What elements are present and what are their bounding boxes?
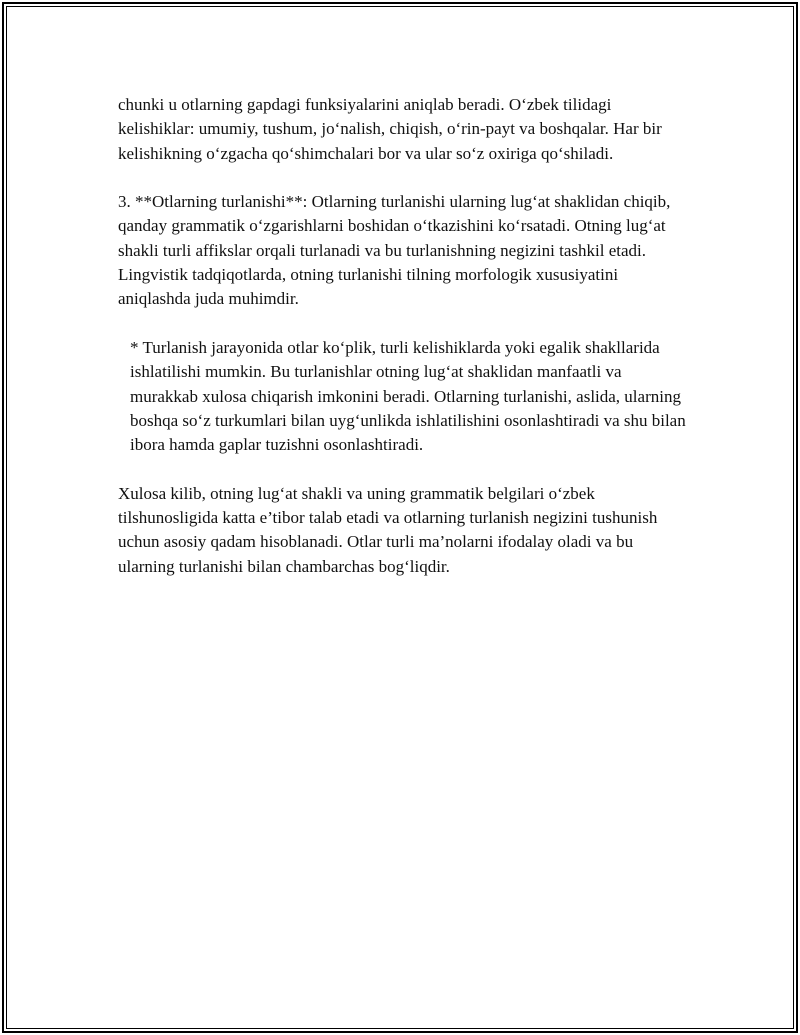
paragraph-turlanish-jarayoni: * Turlanish jarayonida otlar ko‘plik, turli kelishiklarda yoki egalik shakllarida ishlatilishi mumkin. Bu turlanishlar otning lug‘at shaklidan manfaatli va murakkab xulosa chiqarish imkonini beradi. Otlarning turlanishi, aslida, ularning boshqa so‘z turkumlari bilan uyg‘unlikda ishlatilishini osonlashtiradi va shu bilan ibora hamda gaplar tuzishni osonlashtiradi.	[130, 337, 686, 455]
paragraph-xulosa: Xulosa kilib, otning lug‘at shakli va uning grammatik belgilari o‘zbek tilshunosligida katta e’tibor talab etadi va otlarning turlanish negizini tushunish uchun asosiy qadam hisoblanadi. Otlar turli ma’nolarni ifodalay oladi va bu ularning turlanishi bilan chambarchas bog‘liqdir.	[118, 483, 658, 576]
paragraph-otlarning-turlanishi: 3. **Otlarning turlanishi**: Otlarning turlanishi ularning lug‘at shaklidan chiqib, qanday grammatik o‘zgarishlarni boshidan o‘tkazishini ko‘rsatadi. Otning lug‘at shakli turli affikslar orqali turlanadi va bu turlanishning negizini tashkil etadi. Lingvistik tadqiqotlarda, otning turlanishi tilning morfologik xususiyatini aniqlashda juda muhimdir.	[118, 192, 671, 309]
document-body	[118, 93, 688, 603]
paragraph-kelishiklar: chunki u otlarning gapdagi funksiyalarini aniqlab beradi. O‘zbek tilidagi kelishiklar: umumiy, tushum, jo‘nalish, chiqish, o‘rin-payt va boshqalar. Har bir kelishikning o‘zgacha qo‘shimchalari bor va ular so‘z oxiriga qo‘shiladi.	[118, 95, 662, 163]
